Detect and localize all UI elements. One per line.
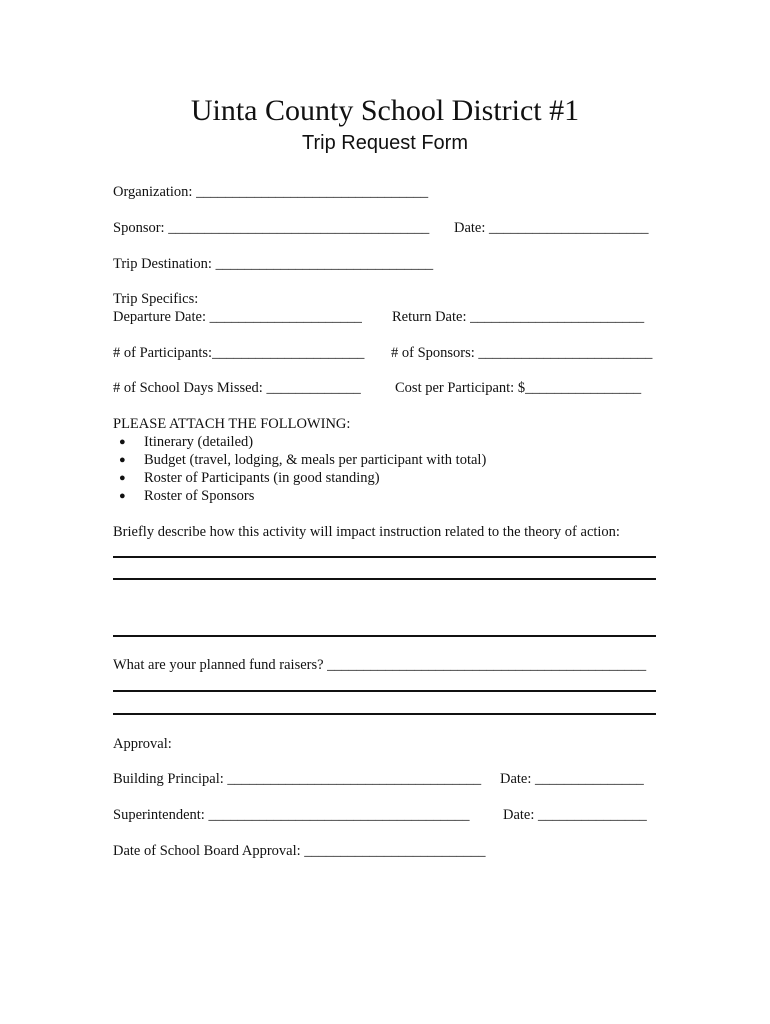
attachment-item: Budget (travel, lodging, & meals per participant with total) bbox=[144, 452, 487, 468]
impact-question: Briefly describe how this activity will impact instruction related to the theory of action: bbox=[113, 524, 620, 540]
sponsors-count-field[interactable]: # of Sponsors: ________________________ bbox=[391, 345, 653, 361]
bullet-icon: ● bbox=[119, 472, 126, 484]
superintendent-date-field[interactable]: Date: _______________ bbox=[503, 807, 647, 823]
date-field[interactable]: Date: ______________________ bbox=[454, 220, 649, 236]
organization-field[interactable]: Organization: ________________________________ bbox=[113, 184, 429, 200]
attachment-item: Itinerary (detailed) bbox=[144, 434, 254, 450]
attachment-item: Roster of Sponsors bbox=[144, 488, 255, 504]
participants-field[interactable]: # of Participants:_____________________ bbox=[113, 345, 365, 361]
approval-heading: Approval: bbox=[113, 736, 172, 752]
attachment-item: Roster of Participants (in good standing) bbox=[144, 470, 380, 486]
fundraisers-answer-line[interactable] bbox=[113, 690, 656, 692]
page-title: Uinta County School District #1 bbox=[190, 94, 580, 127]
superintendent-field[interactable]: Superintendent: ____________________________________ bbox=[113, 807, 470, 823]
impact-answer-line[interactable] bbox=[113, 556, 656, 558]
school-board-approval-field[interactable]: Date of School Board Approval: _________________________ bbox=[113, 843, 486, 859]
bullet-icon: ● bbox=[119, 454, 126, 466]
return-date-field[interactable]: Return Date: ________________________ bbox=[392, 309, 645, 325]
trip-specifics-label: Trip Specifics: bbox=[113, 291, 199, 307]
form-subtitle: Trip Request Form bbox=[302, 132, 468, 154]
impact-answer-line[interactable] bbox=[113, 578, 656, 580]
cost-per-participant-field[interactable]: Cost per Participant: $________________ bbox=[395, 380, 642, 396]
principal-date-field[interactable]: Date: _______________ bbox=[500, 771, 644, 787]
fundraisers-question[interactable]: What are your planned fund raisers? ____________________________________________ bbox=[113, 657, 647, 673]
building-principal-field[interactable]: Building Principal: ___________________________________ bbox=[113, 771, 482, 787]
bullet-icon: ● bbox=[119, 436, 126, 448]
impact-answer-line[interactable] bbox=[113, 635, 656, 637]
sponsor-field[interactable]: Sponsor: ____________________________________ bbox=[113, 220, 430, 236]
attachments-heading: PLEASE ATTACH THE FOLLOWING: bbox=[113, 416, 351, 432]
bullet-icon: ● bbox=[119, 490, 126, 502]
school-days-missed-field[interactable]: # of School Days Missed: _____________ bbox=[113, 380, 361, 396]
fundraisers-answer-line[interactable] bbox=[113, 713, 656, 715]
departure-date-field[interactable]: Departure Date: _____________________ bbox=[113, 309, 362, 325]
trip-destination-field[interactable]: Trip Destination: ______________________________ bbox=[113, 256, 434, 272]
